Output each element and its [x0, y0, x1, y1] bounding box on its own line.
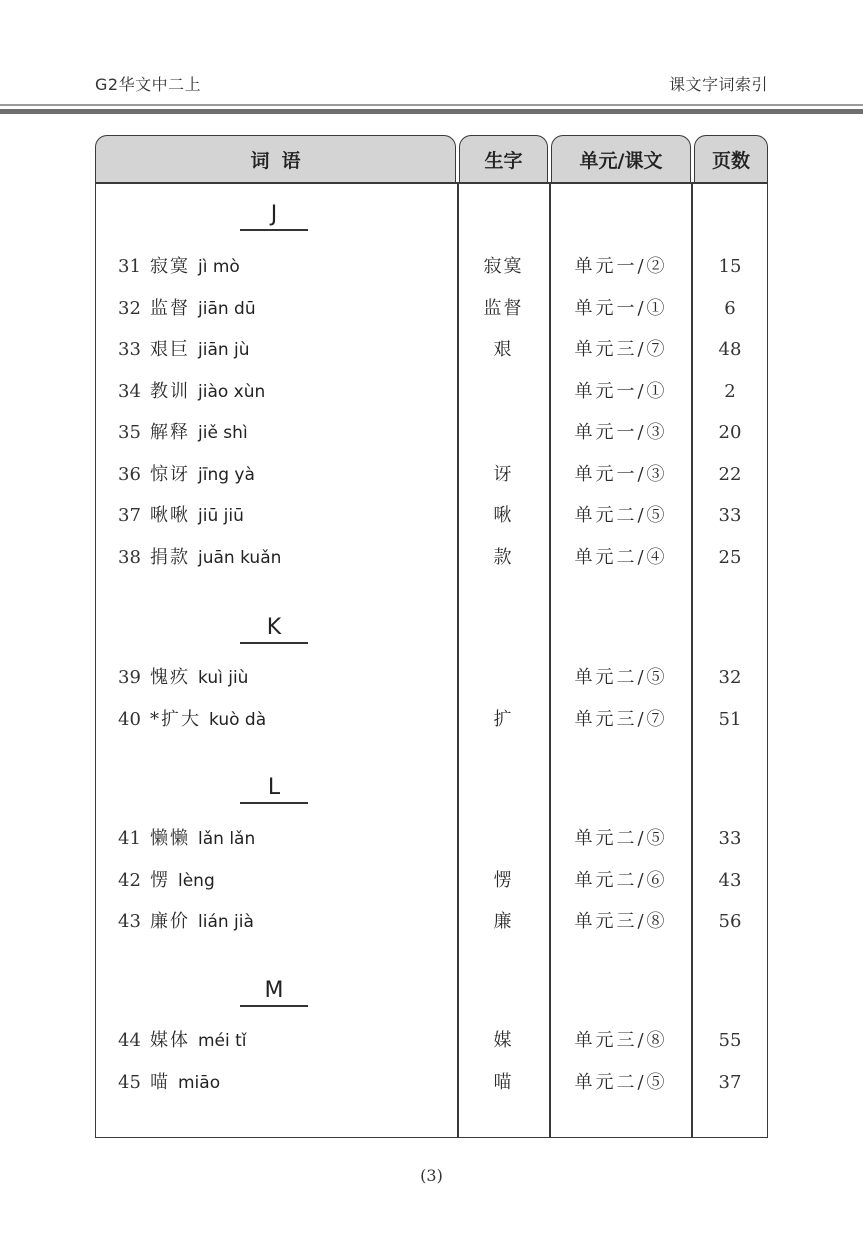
table-row	[0, 252, 863, 282]
word-hanzi: 教训	[150, 380, 190, 402]
entry-number: 36	[118, 463, 141, 485]
entry-word	[150, 294, 256, 324]
unit-lesson: 单元二/⑥	[574, 869, 668, 891]
word-hanzi: 啾啾	[150, 505, 190, 526]
word-hanzi: 寂寞	[150, 256, 190, 277]
new-char: 愣	[493, 869, 514, 891]
entry-number: 38	[118, 546, 141, 568]
unit-lesson: 单元一/②	[574, 256, 668, 277]
entry-word	[150, 907, 254, 937]
new-char: 款	[493, 546, 514, 568]
entry-word	[150, 543, 281, 573]
word-pinyin: lèng	[178, 870, 215, 891]
page-ref: 2	[724, 380, 736, 402]
word-pinyin: kuò dà	[209, 709, 267, 730]
page-ref: 56	[718, 911, 742, 932]
column-divider	[691, 183, 693, 1138]
entry-word	[150, 501, 244, 531]
entry-number: 44	[118, 1030, 141, 1051]
page-ref: 55	[718, 1030, 742, 1051]
book-title: G2华文中二上	[95, 75, 202, 94]
section-title: 课文字词索引	[668, 75, 768, 94]
section-letter: M	[240, 978, 308, 1007]
entry-number: 31	[118, 256, 141, 277]
unit-lesson: 单元二/⑤	[574, 1071, 668, 1093]
section-letter: L	[240, 775, 308, 804]
entry-number: 41	[118, 828, 141, 849]
page-ref: 48	[718, 339, 742, 360]
word-hanzi: 愧疚	[150, 667, 190, 688]
word-hanzi: 艰巨	[150, 339, 190, 360]
word-hanzi: 捐款	[150, 546, 190, 568]
entry-word	[150, 705, 266, 735]
word-hanzi: 惊讶	[150, 463, 190, 485]
word-hanzi: 喵	[150, 1071, 170, 1093]
unit-lesson: 单元三/⑦	[574, 339, 668, 360]
entry-number: 35	[118, 422, 141, 443]
word-hanzi: 愣	[150, 869, 170, 891]
word-pinyin: jiū jiū	[198, 506, 244, 526]
column-header-new-char: 生字	[459, 135, 548, 182]
entry-number: 43	[118, 911, 141, 932]
word-pinyin: miāo	[178, 1072, 221, 1093]
section-letter: J	[240, 202, 308, 231]
table-row	[0, 705, 863, 735]
section-letter: K	[240, 615, 308, 644]
page-ref: 15	[718, 256, 742, 277]
entry-number: 42	[118, 869, 141, 891]
entry-word	[150, 377, 265, 407]
table-row	[0, 1026, 863, 1056]
new-char: 监督	[483, 297, 524, 319]
word-pinyin: jiān dū	[198, 298, 256, 319]
word-hanzi: *扩大	[150, 708, 201, 730]
unit-lesson: 单元二/④	[574, 546, 668, 568]
word-pinyin: juān kuǎn	[198, 547, 282, 568]
table-row	[0, 418, 863, 448]
entry-number: 37	[118, 505, 141, 526]
word-pinyin: lǎn lǎn	[198, 829, 256, 849]
table-row	[0, 377, 863, 407]
word-pinyin: jì mò	[198, 257, 240, 277]
page-ref: 33	[718, 828, 742, 849]
header-rule-thin	[0, 104, 863, 106]
word-hanzi: 懒懒	[150, 828, 190, 849]
entry-word	[150, 335, 250, 365]
column-divider	[457, 183, 459, 1138]
entry-number: 33	[118, 339, 141, 360]
new-char: 艰	[493, 339, 514, 360]
entry-word	[150, 460, 255, 490]
table-row	[0, 866, 863, 896]
page-ref: 22	[718, 463, 742, 485]
entry-word	[150, 866, 215, 896]
new-char: 讶	[493, 463, 514, 485]
word-pinyin: jiào xùn	[198, 381, 266, 402]
entry-word	[150, 1068, 220, 1098]
page-ref: 25	[718, 546, 742, 568]
unit-lesson: 单元一/①	[574, 380, 668, 402]
new-char: 喵	[493, 1071, 514, 1093]
table-row	[0, 501, 863, 531]
unit-lesson: 单元三/⑧	[574, 911, 668, 932]
unit-lesson: 单元二/⑤	[574, 667, 668, 688]
table-row	[0, 663, 863, 693]
column-divider	[549, 183, 551, 1138]
word-pinyin: kuì jiù	[198, 668, 249, 688]
entry-word	[150, 1026, 247, 1056]
word-pinyin: jiě shì	[198, 423, 248, 443]
entry-word	[150, 252, 240, 282]
column-header-page: 页数	[694, 135, 768, 182]
table-row	[0, 907, 863, 937]
unit-lesson: 单元三/⑦	[574, 708, 668, 730]
entry-word	[150, 418, 248, 448]
new-char: 扩	[493, 708, 514, 730]
entry-word	[150, 663, 248, 693]
entry-number: 40	[118, 708, 141, 730]
entry-number: 32	[118, 297, 141, 319]
page-ref: 6	[724, 297, 736, 319]
entry-number: 34	[118, 380, 141, 402]
table-row	[0, 543, 863, 573]
page-ref: 20	[718, 422, 742, 443]
new-char: 媒	[493, 1030, 514, 1051]
word-pinyin: lián jià	[198, 912, 254, 932]
entry-number: 39	[118, 667, 141, 688]
header-rule-thick	[0, 109, 863, 114]
table-row	[0, 460, 863, 490]
table-row	[0, 1068, 863, 1098]
new-char: 啾	[493, 505, 514, 526]
word-pinyin: jiān jù	[198, 340, 250, 360]
page-ref: 37	[718, 1071, 742, 1093]
word-hanzi: 廉价	[150, 911, 190, 932]
table-row	[0, 294, 863, 324]
new-char: 廉	[493, 911, 514, 932]
word-hanzi: 解释	[150, 422, 190, 443]
table-row	[0, 824, 863, 854]
unit-lesson: 单元一/③	[574, 422, 668, 443]
table-row	[0, 335, 863, 365]
page-ref: 51	[718, 708, 742, 730]
entry-number: 45	[118, 1071, 141, 1093]
word-pinyin: méi tǐ	[198, 1031, 247, 1051]
unit-lesson: 单元三/⑧	[574, 1030, 668, 1051]
page-ref: 32	[718, 667, 742, 688]
unit-lesson: 单元二/⑤	[574, 505, 668, 526]
page-number: (3)	[420, 1166, 443, 1185]
column-header-word: 词语	[95, 135, 456, 182]
page-ref: 43	[718, 869, 742, 891]
unit-lesson: 单元一/①	[574, 297, 668, 319]
word-hanzi: 监督	[150, 297, 190, 319]
column-header-unit-lesson: 单元/课文	[551, 135, 691, 182]
entry-word	[150, 824, 255, 854]
new-char: 寂寞	[483, 256, 524, 277]
page-ref: 33	[718, 505, 742, 526]
unit-lesson: 单元一/③	[574, 463, 668, 485]
word-hanzi: 媒体	[150, 1030, 190, 1051]
word-pinyin: jīng yà	[198, 464, 255, 485]
unit-lesson: 单元二/⑤	[574, 828, 668, 849]
index-table	[95, 183, 768, 1138]
